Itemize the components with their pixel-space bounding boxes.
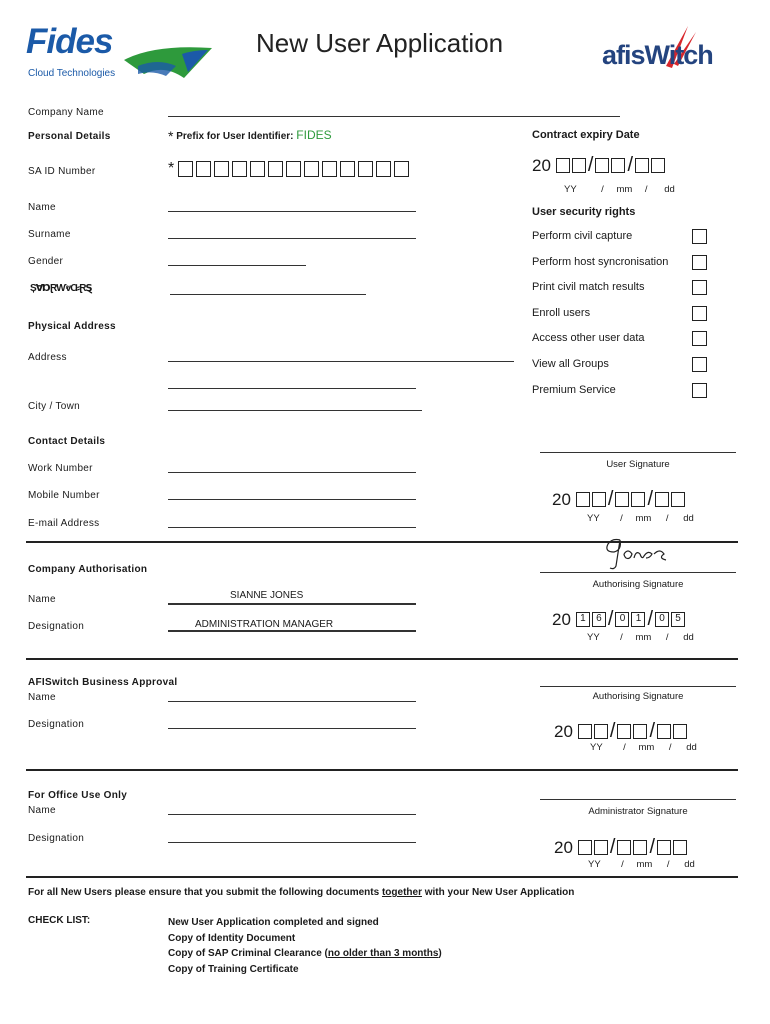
mm-label: mm — [635, 632, 652, 643]
sap-emphasis: no older than 3 months — [327, 948, 439, 959]
legend-slash: / — [665, 632, 669, 643]
mobile-number-label: Mobile Number — [28, 490, 100, 501]
id-digit-box[interactable] — [268, 161, 283, 177]
legend-slash: / — [623, 742, 626, 753]
checklist-item — [168, 946, 442, 962]
city-field[interactable] — [168, 410, 422, 411]
date-box[interactable] — [572, 158, 586, 173]
id-digit-box[interactable] — [232, 161, 247, 177]
yy-label: YY — [587, 513, 600, 524]
legend-slash: / — [668, 742, 672, 753]
gender-field[interactable] — [168, 265, 306, 266]
date-slash: / — [627, 154, 634, 176]
date-box[interactable] — [594, 840, 608, 855]
email-field[interactable] — [168, 527, 416, 528]
date-box[interactable] — [673, 840, 687, 855]
yy-label: YY — [587, 632, 600, 643]
legend-slash: / — [665, 513, 669, 524]
afis-approval-heading: AFISwitch Business Approval — [28, 677, 178, 688]
garbled-field[interactable] — [170, 294, 366, 295]
security-rights-title: User security rights — [532, 206, 636, 218]
company-name-label: Company Name — [28, 107, 104, 118]
date-digit[interactable]: 1 — [631, 612, 645, 627]
prefix-label: Prefix for User Identifier: — [176, 131, 294, 142]
company-auth-signature-label: Authorising Signature — [592, 579, 684, 590]
fides-logo-tagline: Cloud Technologies — [28, 68, 116, 79]
work-number-label: Work Number — [28, 463, 93, 474]
fides-logo-name: Fides — [26, 22, 113, 61]
date-box[interactable] — [655, 492, 669, 507]
footer-note — [28, 887, 574, 898]
mm-label: mm — [638, 742, 655, 753]
date-box[interactable] — [576, 492, 590, 507]
afis-signature-line[interactable] — [540, 686, 736, 687]
address-line-1[interactable] — [168, 361, 514, 362]
date-box[interactable] — [633, 724, 647, 739]
page-title: New User Application — [256, 28, 504, 58]
security-right-checkbox[interactable] — [692, 357, 707, 372]
date-box[interactable] — [657, 840, 671, 855]
gender-label: Gender — [28, 256, 64, 267]
afiswitch-logo-name: afisWitch — [602, 40, 713, 70]
checklist-item: New User Application completed and signed — [168, 917, 379, 928]
date-box[interactable] — [615, 492, 629, 507]
mm-label: mm — [616, 184, 633, 195]
company-auth-name-label: Name — [28, 594, 56, 605]
security-right-label: Perform host syncronisation — [532, 255, 669, 268]
security-right-checkbox[interactable] — [692, 229, 707, 244]
security-right-label: Perform civil capture — [532, 230, 633, 242]
work-number-field[interactable] — [168, 472, 416, 473]
id-digit-box[interactable] — [340, 161, 355, 177]
company-auth-date-legend — [587, 632, 694, 643]
office-designation-field[interactable] — [168, 842, 416, 843]
afis-date-legend — [590, 742, 697, 753]
security-right-checkbox[interactable] — [692, 255, 707, 270]
date-box[interactable] — [635, 158, 649, 173]
date-digit[interactable]: 6 — [592, 612, 606, 627]
city-label: City / Town — [28, 401, 81, 412]
id-digit-box[interactable] — [196, 161, 211, 177]
date-box[interactable] — [633, 840, 647, 855]
user-signature-line[interactable] — [540, 452, 736, 453]
date-box[interactable] — [578, 840, 592, 855]
note-emphasis: together — [381, 887, 422, 898]
company-auth-name-value: SIANNE JONES — [230, 590, 304, 601]
id-digit-box[interactable] — [178, 161, 193, 177]
dd-label: dd — [664, 184, 675, 195]
date-box[interactable] — [578, 724, 592, 739]
mm-label: mm — [635, 513, 652, 524]
afis-date[interactable] — [554, 720, 689, 743]
date-slash: / — [609, 836, 616, 858]
dd-label: dd — [686, 742, 697, 753]
divider — [26, 876, 738, 878]
date-box[interactable] — [651, 158, 665, 173]
office-name-field[interactable] — [168, 814, 416, 815]
security-right-checkbox[interactable] — [692, 383, 707, 398]
security-right-label: View all Groups — [532, 358, 609, 370]
afis-designation-label: Designation — [28, 719, 85, 730]
personal-details-heading: Personal Details — [28, 131, 111, 142]
surname-field[interactable] — [168, 238, 416, 239]
security-right-checkbox[interactable] — [692, 306, 707, 321]
date-slash: / — [609, 720, 616, 742]
name-field[interactable] — [168, 211, 416, 212]
legend-slash: / — [666, 859, 670, 870]
asterisk: * — [168, 160, 175, 177]
user-signature-date[interactable] — [552, 488, 687, 511]
date-slash: / — [647, 488, 654, 510]
date-slash: / — [607, 488, 614, 510]
century-prefix: 20 — [552, 609, 571, 629]
contact-details-heading: Contact Details — [28, 436, 106, 447]
admin-signature-label: Administrator Signature — [588, 806, 688, 817]
address-label: Address — [28, 352, 67, 363]
company-name-field[interactable] — [168, 116, 620, 117]
company-auth-designation-value: ADMINISTRATION MANAGER — [195, 619, 334, 630]
company-auth-designation-field[interactable] — [168, 630, 416, 632]
id-digit-box[interactable] — [214, 161, 229, 177]
checklist — [168, 915, 442, 977]
date-slash: / — [649, 720, 656, 742]
security-right-label: Premium Service — [532, 383, 616, 396]
note-text: with your New User Application — [421, 887, 575, 898]
office-designation-label: Designation — [28, 833, 85, 844]
office-date[interactable] — [554, 836, 689, 859]
office-date-legend — [588, 859, 695, 870]
id-digit-box[interactable] — [322, 161, 337, 177]
date-digit[interactable]: 1 — [576, 612, 590, 627]
garbled-label: ȘⱯⱰⱤⱲⱴⱭ⸗ⱤⱾ — [30, 283, 92, 294]
legend-slash: / — [644, 184, 648, 195]
date-box[interactable] — [556, 158, 570, 173]
office-use-heading: For Office Use Only — [28, 790, 128, 801]
yy-label: YY — [588, 859, 601, 870]
date-box[interactable] — [631, 492, 645, 507]
date-digit[interactable]: 0 — [655, 612, 669, 627]
dd-label: dd — [684, 859, 695, 870]
afis-signature-label: Authorising Signature — [592, 691, 684, 702]
contract-expiry-title: Contract expiry Date — [532, 129, 640, 141]
date-slash: / — [607, 608, 614, 630]
office-name-label: Name — [28, 805, 56, 816]
surname-label: Surname — [28, 229, 71, 240]
checklist-item: Copy of Identity Document — [168, 932, 296, 944]
divider — [26, 769, 738, 771]
user-signature-label: User Signature — [606, 459, 670, 470]
date-box[interactable] — [594, 724, 608, 739]
date-digit[interactable]: 0 — [615, 612, 629, 627]
divider — [26, 658, 738, 660]
contract-date-legend — [564, 184, 675, 195]
legend-slash: / — [621, 859, 624, 870]
mm-label: mm — [636, 859, 653, 870]
id-digit-box[interactable] — [376, 161, 391, 177]
company-authorisation-heading: Company Authorisation — [28, 564, 148, 575]
note-text: For all New Users please ensure that you submit the following documents — [28, 887, 382, 898]
date-box[interactable] — [592, 492, 606, 507]
afis-name-field[interactable] — [168, 701, 416, 702]
century-prefix: 20 — [554, 837, 573, 857]
fides-logo — [26, 22, 226, 86]
id-digit-box[interactable] — [394, 161, 409, 177]
century-prefix: 20 — [552, 489, 571, 509]
security-right-checkbox[interactable] — [692, 280, 707, 295]
sap-text: Copy of SAP Criminal Clearance ( — [168, 948, 328, 959]
company-auth-signature-line[interactable] — [540, 572, 736, 573]
century-prefix: 20 — [532, 155, 551, 175]
afis-name-label: Name — [28, 692, 56, 703]
date-box[interactable] — [617, 724, 631, 739]
legend-slash: / — [620, 632, 623, 643]
id-digit-box[interactable] — [286, 161, 301, 177]
dd-label: dd — [683, 632, 694, 643]
security-right-label: Access other user data — [532, 332, 645, 345]
date-box[interactable] — [617, 840, 631, 855]
id-digit-box[interactable] — [358, 161, 373, 177]
yy-label: YY — [564, 184, 577, 195]
date-slash: / — [587, 154, 594, 176]
email-label: E-mail Address — [28, 518, 100, 529]
security-right-checkbox[interactable] — [692, 331, 707, 346]
mobile-number-field[interactable] — [168, 499, 416, 500]
prefix-value: FIDES — [296, 128, 332, 142]
afis-designation-field[interactable] — [168, 728, 416, 729]
user-date-legend — [587, 513, 694, 524]
contract-expiry-date[interactable] — [532, 154, 667, 177]
physical-address-heading: Physical Address — [28, 321, 116, 332]
security-right-label: Print civil match results — [532, 281, 645, 294]
legend-slash: / — [601, 184, 604, 195]
company-auth-designation-label: Designation — [28, 621, 85, 632]
checklist-item: Copy of Training Certificate — [168, 963, 299, 975]
afiswitch-logo — [600, 26, 730, 74]
handwritten-signature — [592, 536, 682, 572]
date-box[interactable] — [595, 158, 609, 173]
date-box[interactable] — [657, 724, 671, 739]
prefix-note — [168, 128, 332, 144]
id-digit-box[interactable] — [250, 161, 265, 177]
date-box[interactable] — [673, 724, 687, 739]
company-auth-name-field[interactable] — [168, 603, 416, 605]
legend-slash: / — [620, 513, 623, 524]
dd-label: dd — [683, 513, 694, 524]
yy-label: YY — [590, 742, 603, 753]
id-digit-box[interactable] — [304, 161, 319, 177]
name-label: Name — [28, 202, 56, 213]
handshake-icon — [124, 36, 214, 84]
sap-text: ) — [438, 948, 442, 959]
date-box[interactable] — [671, 492, 685, 507]
company-auth-date[interactable] — [552, 608, 687, 631]
checklist-label: CHECK LIST: — [28, 915, 91, 926]
date-slash: / — [647, 608, 654, 630]
admin-signature-line[interactable] — [540, 799, 736, 800]
date-slash: / — [649, 836, 656, 858]
asterisk: * — [168, 128, 174, 144]
sa-id-label: SA ID Number — [28, 166, 96, 177]
date-box[interactable] — [611, 158, 625, 173]
security-right-label: Enroll users — [532, 306, 591, 319]
date-digit[interactable]: 5 — [671, 612, 685, 627]
sa-id-boxes[interactable] — [168, 160, 412, 178]
century-prefix: 20 — [554, 721, 573, 741]
address-line-2[interactable] — [168, 388, 416, 389]
